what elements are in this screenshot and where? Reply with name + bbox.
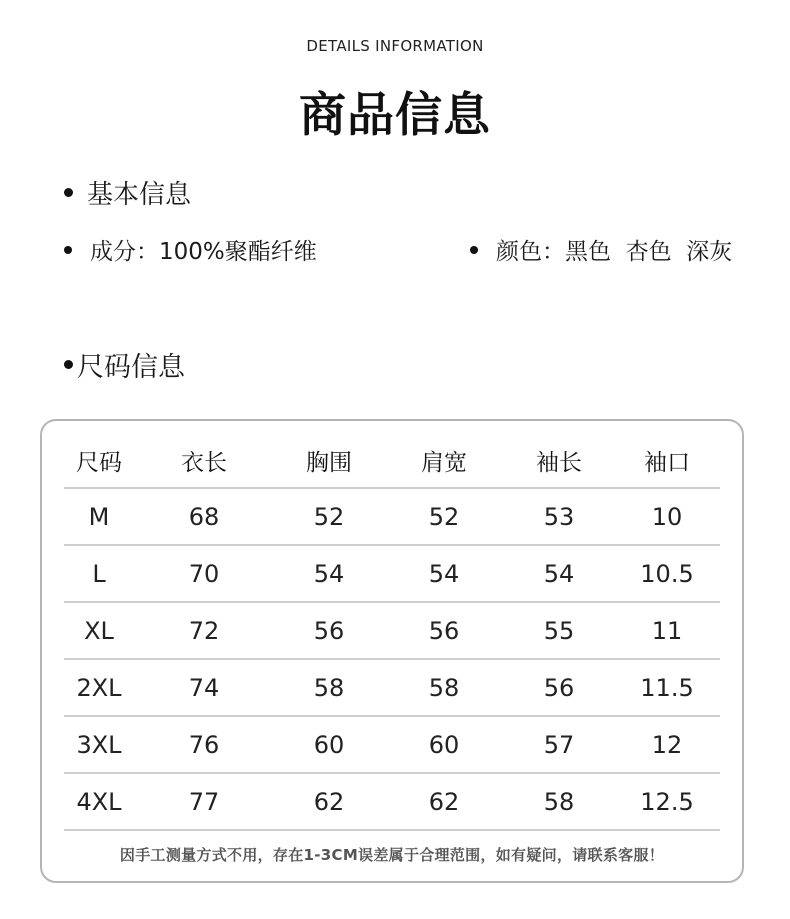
column-header: 肩宽 <box>384 433 504 488</box>
table-cell: 56 <box>274 602 384 659</box>
page-subtitle: DETAILS INFORMATION <box>306 37 484 55</box>
table-cell: 57 <box>504 716 614 773</box>
table-header-row <box>64 433 720 488</box>
table-cell: 70 <box>134 545 274 602</box>
table-cell: 60 <box>384 716 504 773</box>
bullet-dot-icon <box>470 246 478 254</box>
size-table <box>64 433 720 831</box>
table-cell: 58 <box>504 773 614 830</box>
table-cell: 58 <box>274 659 384 716</box>
table-cell: 54 <box>384 545 504 602</box>
table-cell: XL <box>64 602 134 659</box>
bullet-dot-icon <box>64 246 72 254</box>
table-row <box>64 773 720 830</box>
table-cell: 55 <box>504 602 614 659</box>
column-header: 尺码 <box>64 433 134 488</box>
bullet-dot-icon <box>64 360 73 369</box>
colors-text: 颜色：黑色 杏色 深灰 <box>496 239 733 265</box>
size-info-title: 尺码信息 <box>77 352 185 383</box>
table-row <box>64 488 720 545</box>
table-cell: 3XL <box>64 716 134 773</box>
table-cell: 11 <box>614 602 720 659</box>
basic-info-title: 基本信息 <box>87 180 192 210</box>
table-cell: 62 <box>384 773 504 830</box>
column-header: 袖长 <box>504 433 614 488</box>
bullet-dot-icon <box>64 188 73 197</box>
table-cell: 58 <box>384 659 504 716</box>
table-cell: 4XL <box>64 773 134 830</box>
material-text: 成分：100%聚酯纤维 <box>90 239 317 265</box>
table-cell: 62 <box>274 773 384 830</box>
table-cell: M <box>64 488 134 545</box>
table-cell: 11.5 <box>614 659 720 716</box>
table-cell: 10.5 <box>614 545 720 602</box>
table-cell: 54 <box>274 545 384 602</box>
size-info-heading <box>64 345 185 384</box>
table-cell: 53 <box>504 488 614 545</box>
table-cell: 74 <box>134 659 274 716</box>
size-table-card <box>40 419 744 883</box>
table-row <box>64 659 720 716</box>
table-cell: 12 <box>614 716 720 773</box>
table-cell: 77 <box>134 773 274 830</box>
column-header: 袖口 <box>614 433 720 488</box>
table-row <box>64 545 720 602</box>
basic-info-heading <box>64 174 191 211</box>
table-cell: L <box>64 545 134 602</box>
table-cell: 56 <box>504 659 614 716</box>
table-cell: 56 <box>384 602 504 659</box>
table-cell: 60 <box>274 716 384 773</box>
table-cell: 72 <box>134 602 274 659</box>
table-row <box>64 716 720 773</box>
table-cell: 10 <box>614 488 720 545</box>
measurement-note: 因手工测量方式不用，存在1-3CM误差属于合理范围，如有疑问，请联系客服！ <box>119 846 665 864</box>
table-cell: 68 <box>134 488 274 545</box>
column-header: 衣长 <box>134 433 274 488</box>
color-info <box>470 233 732 266</box>
table-cell: 76 <box>134 716 274 773</box>
page-title: 商品信息 <box>299 88 491 143</box>
column-header: 胸围 <box>274 433 384 488</box>
material-info <box>64 233 317 266</box>
table-cell: 54 <box>504 545 614 602</box>
table-cell: 12.5 <box>614 773 720 830</box>
table-cell: 52 <box>274 488 384 545</box>
table-cell: 2XL <box>64 659 134 716</box>
table-row <box>64 602 720 659</box>
table-cell: 52 <box>384 488 504 545</box>
